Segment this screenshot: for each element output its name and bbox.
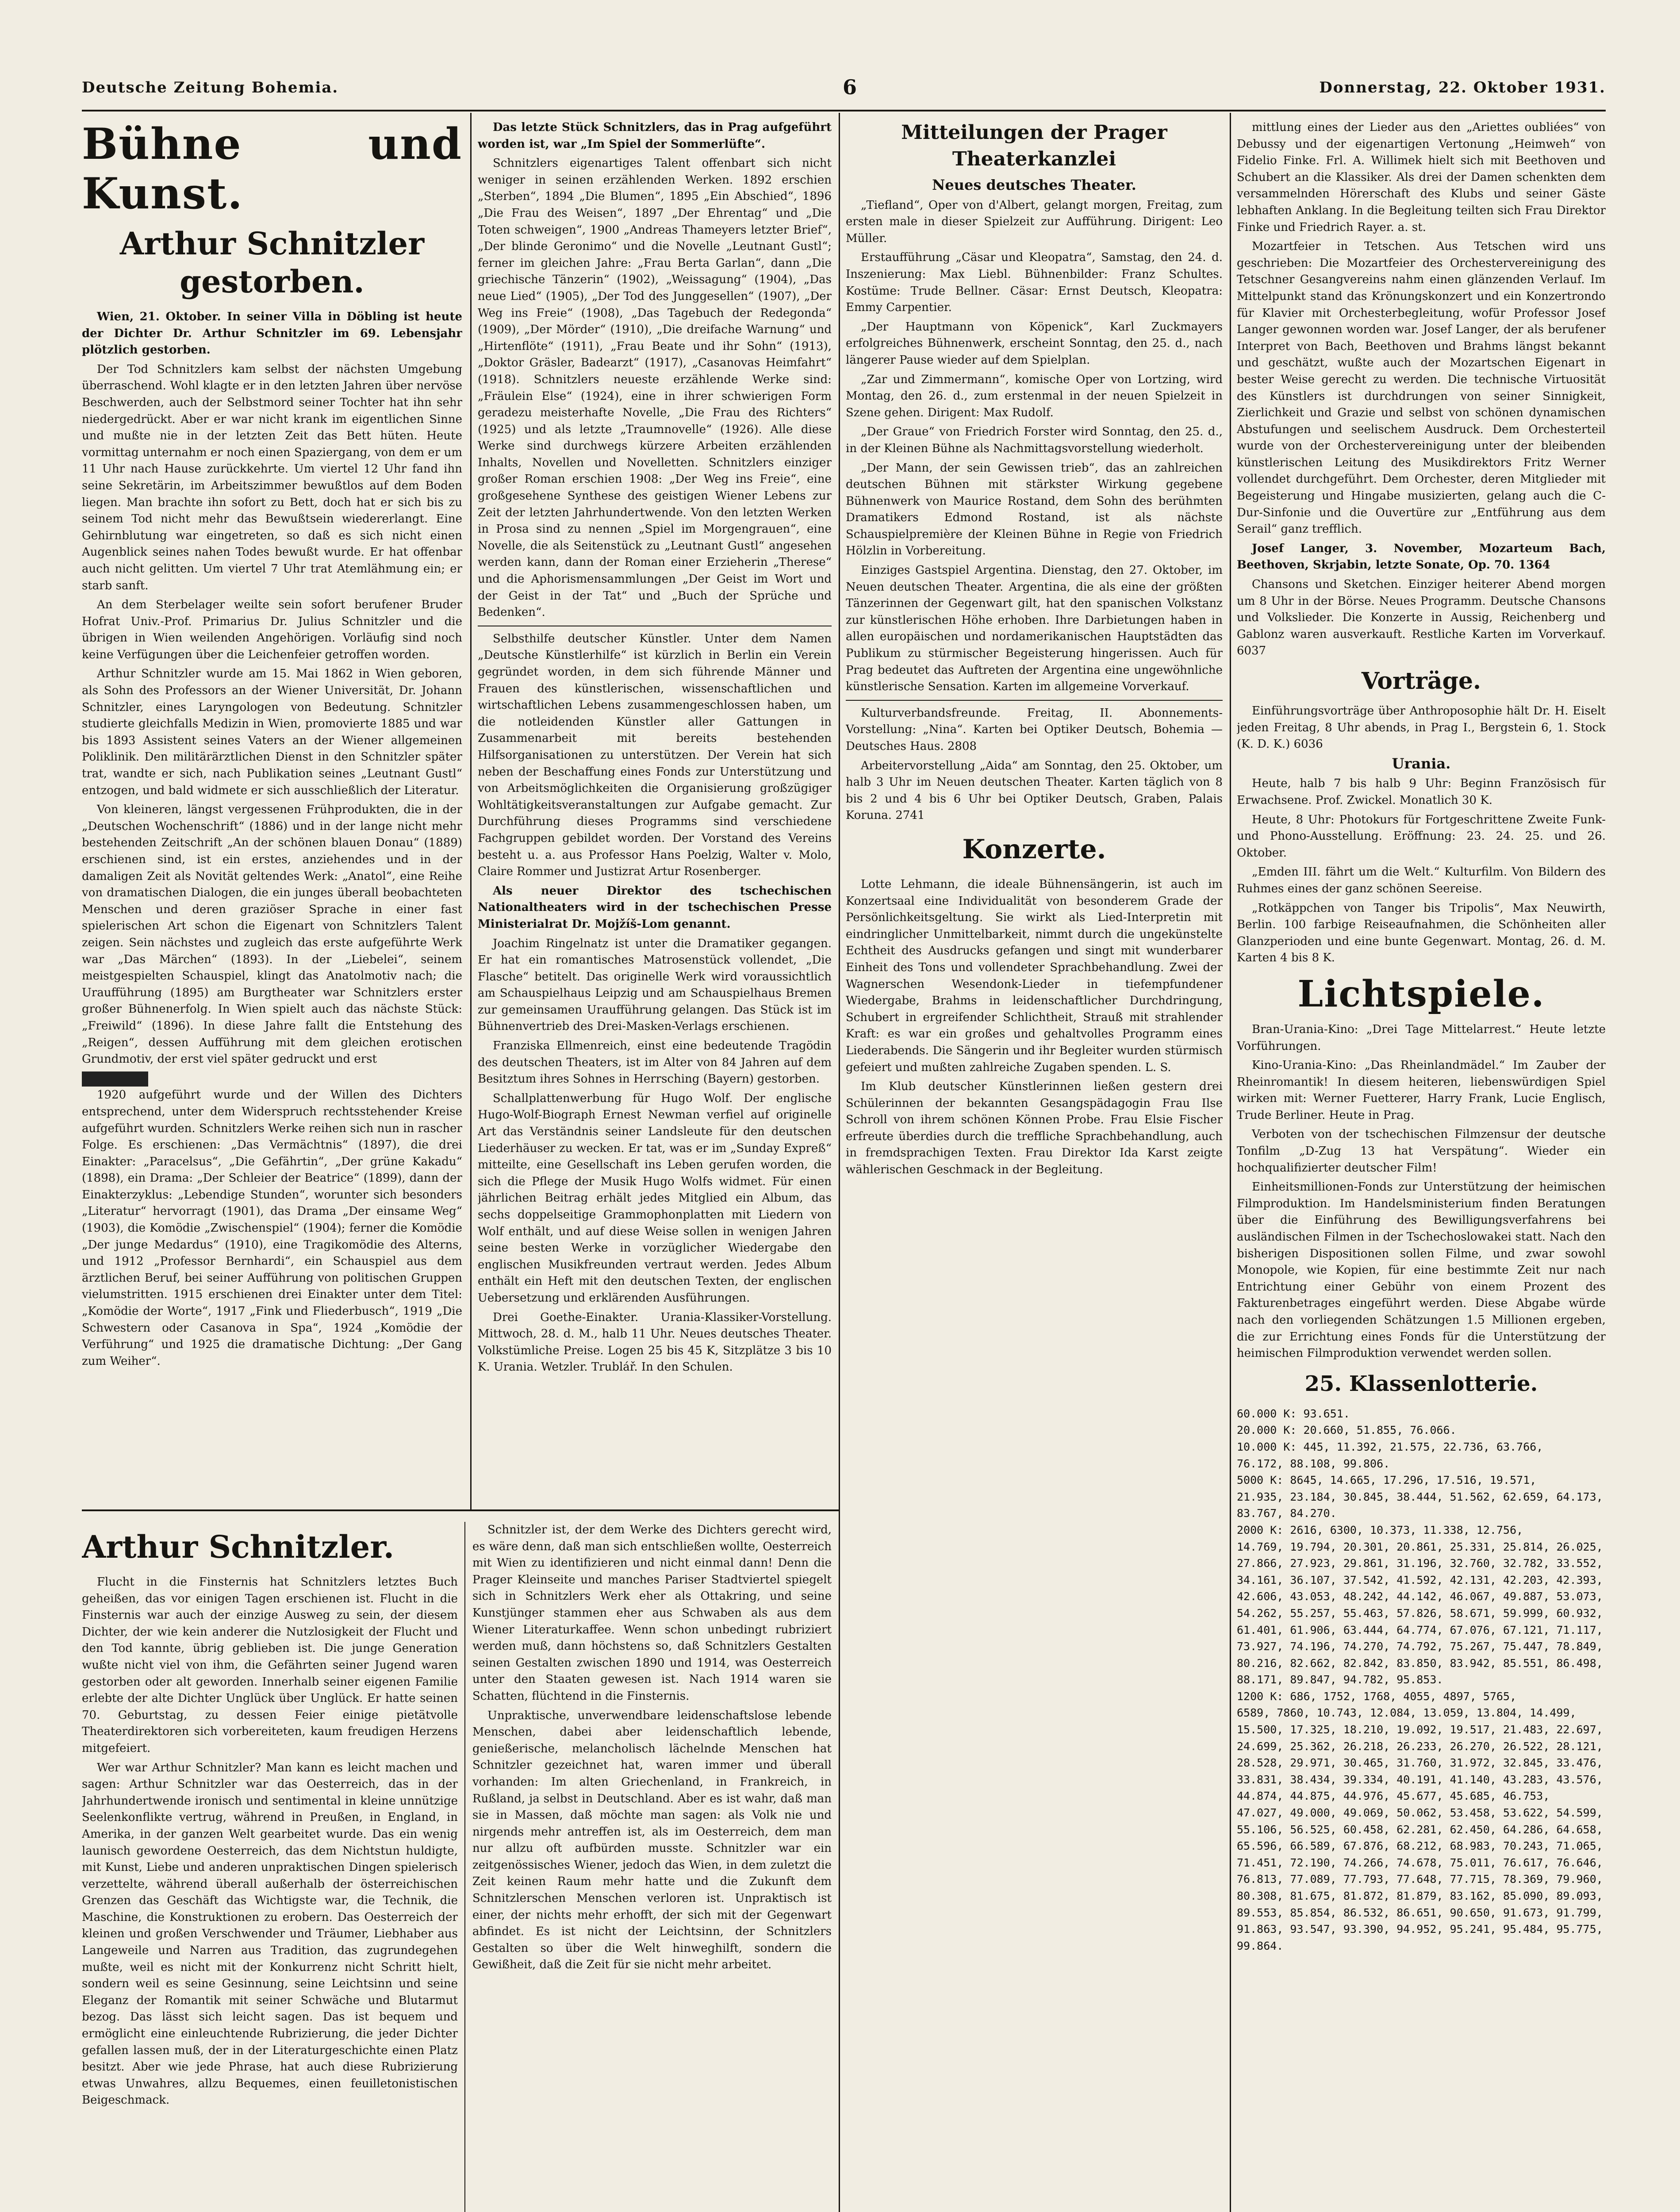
paragraph: Arthur Schnitzler wurde am 15. Mai 1862 in Wien geboren, als Sohn des Professors an der Wiener Universität, Dr. Johann Schnitzler, eines Laryngologen von Bedeutung. Schnitzler studierte gleichfalls Medizin in Wien, promovierte 1885 und war bis 1893 Assistent seines Vaters an der Wiener allgemeinen Poliklinik. Den militärärztlichen Dienst in den Schnitzler später trat, wandte er sich, nach Publikation seines „Leutnant Gustl“ entzogen, und bald widmete er sich ausschließlich der Literatur. (82, 667, 462, 797)
news-item: Als neuer Direktor des tschechischen Nationaltheaters wird in der tschechischen Presse Ministerialrat Dr. Mojžíš-Lom genannt. (478, 884, 832, 931)
news-item: Drei Goethe-Einakter. Urania-Klassiker-Vorstellung. Mittwoch, 28. d. M., halb 11 Uhr. Neues deutsches Theater. Volkstümliche Preise. Logen 25 bis 45 K, Sitzplätze 3 bis 10 K. Urania. Wetzler. Trublář. In den Schulen. (478, 1310, 832, 1374)
column-rule (1230, 113, 1231, 2212)
blotted-line-stamp (82, 1071, 148, 1087)
lottery-line: 27.866, 27.923, 29.861, 31.196, 32.760, 32.782, 33.552, (1237, 1557, 1603, 1570)
theater-subheading: Neues deutsches Theater. (932, 177, 1136, 193)
paragraph: Einführungsvorträge über Anthroposophie hält Dr. H. Eiselt jeden Freitag, 8 Uhr abends, in Prag I., Bergstein 6, 1. Stock (K. D. K.) 6036 (1237, 704, 1606, 751)
paragraph: Einheitsmillionen-Fonds zur Unterstützung der heimischen Filmproduktion. Im Handelsministerium finden Beratungen über die Einführung des Bewilligungsverfahrens bei ausländischen Filmen in der Tschechoslowakei statt. Nach den bisherigen Dispositionen sollen Filme, und zwar sowohl Monopole, wie Kopien, für eine bestimmte Zeit nur nach Entrichtung einer Gebühr von einem Prozent des Fakturenbetrages eingeführt werden. Diese Abgabe würde nach den vorliegenden Schätzungen 1.5 Millionen ergeben, die zur Errichtung eines Fonds für die Unterstützung der heimischen Filmproduktion verwendet werden sollen. (1237, 1180, 1606, 1360)
lottery-results (1237, 1406, 1606, 1955)
paragraph: An dem Sterbelager weilte sein sofort berufener Bruder Hofrat Univ.-Prof. Primarius Dr. Julius Schnitzler und die übrigen in Wien weilenden Angehörigen. Vorläufig sind noch keine Verfügungen über die Leichenfeier getroffen worden. (82, 598, 462, 661)
lower-article-left (82, 1522, 458, 2212)
lectures-heading: Vorträge. (1361, 668, 1481, 695)
paragraph: Unpraktische, unverwendbare leidenschaftslose lebende Menschen, dabei aber leidenschaftlich lebende, genießerische, melancholisch lächelnde Menschen hat Schnitzler gezeichnet hat, waren immer und überall vorhanden: Im alten Griechenland, in Frankreich, in Rußland, ja selbst in Deutschland. Aber es ist wahr, daß man sie in Massen, daß möchte man sagen: als Volk nie und nirgends mehr antreffen ist, als im Oesterreich, dem man nur allzu oft aufbürden musste. Schnitzler war ein zeitgenössisches Wiener, jedoch das Wien, in dem zuletzt die Zeit keinen Raum mehr hatte und die Zukunft dem Schnitzlerschen Menschen verloren ist. Unpraktisch ist einer, der nichts mehr erhofft, der sich mit der Gegenwart abfindet. Es ist nicht der Leichtsinn, der Schnitzlers Gestalten so über die Welt hinweghilft, sondern die Gewißheit, daß die Zeit für sie nicht mehr arbeitet. (472, 1709, 832, 1972)
paragraph: Wer war Arthur Schnitzler? Man kann es leicht machen und sagen: Arthur Schnitzler war das Oesterreich, das in der Jahrhundertwende ironisch und sentimental in kleine unnützige Seelenkonflikte vertrug, während in Preußen, in England, in Amerika, in der ganzen Welt gearbeitet wurde. Das ein wenig launisch gewordene Oesterreich, das dem Nichtstun huldigte, mit Kunst, Liebe und anderen unpraktischen Dingen spielerisch verzettelte, während überall außerhalb der österreichischen Grenzen das Geschäft das Wichtigste war, die Technik, die Maschine, die Konstruktionen zu erobern. Das Oesterreich der kleinen und großen Verschwender und Träumer, Liebhaber aus Langeweile und Narren aus Tradition, das zugrundegehen mußte, weil es nicht mit der Konkurrenz nicht Schritt hielt, sondern weil es seine Gesinnung, seine Leichtsinn und seine Eleganz der Romantik mit seiner Schwäche und Blutarmut bezog. Das lässt sich leicht sagen. Das ist bequem und ermöglicht eine einleuchtende Rubrizierung, die jeder Dichter gefallen lassen muß, der in der Literaturgeschichte einen Platz besitzt. Aber wie jede Phrase, hat auch diese Rubrizierung etwas Unwahres, allzu Bequemes, einen feuilletonistischen Beigeschmack. (82, 1761, 458, 2107)
section-title: Bühne und Kunst. (82, 119, 462, 219)
lottery-line: 14.769, 19.794, 20.301, 20.861, 25.331, 25.814, 26.025, (1237, 1540, 1603, 1553)
lottery-line: 65.596, 66.589, 67.876, 68.212, 68.983, 70.243, 71.065, (1237, 1839, 1603, 1853)
lower-article-middle (472, 1522, 832, 2212)
paragraph: mittlung eines der Lieder aus den „Ariettes oubliées“ von Debussy und der eigenartigen Vertonung „Heimweh“ von Fidelio Finke. Frl. A. Willimek hielt sich mit Beethoven und Schubert an die Klassiker. Als drei der Damen schenkten dem versammelnden Hörerschaft des Klubs und seiner Gäste lebhaften Anklang. In die Begleitung teilten sich Frau Direktor Finke und Friedrich Rayer. a. st. (1237, 121, 1606, 234)
column-rule (470, 113, 472, 1511)
divider (846, 700, 1223, 701)
issue-date: Donnerstag, 22. Oktober 1931. (1319, 79, 1606, 96)
paragraph: Kino-Urania-Kino: „Das Rheinlandmädel.“ Im Zauber der Rheinromantik! In diesem heiteren, liebenswürdigen Spiel wirken mit: Werner Fuetterer, Harry Frank, Lucie Englisch, Trude Berliner. Heute in Prag. (1237, 1059, 1606, 1122)
paragraph: Heute, 8 Uhr: Photokurs für Fortgeschrittene Zweite Funk- und Phono-Ausstellung. Eröffnung: 23. 24. 25. und 26. Oktober. (1237, 813, 1606, 860)
paragraph: Das letzte Stück Schnitzlers, das in Prag aufgeführt worden ist, war „Im Spiel der Sommerlüfte“. (478, 121, 832, 151)
paragraph: Verboten von der tschechischen Filmzensur der deutsche Tonfilm „D-Zug 13 hat Verspätung“. Wieder ein hochqualifizierter deutscher Film! (1237, 1128, 1606, 1175)
lottery-line: 80.216, 82.662, 82.842, 83.850, 83.942, 85.551, 86.498, (1237, 1656, 1603, 1670)
news-item: Franziska Ellmenreich, einst eine bedeutende Tragödin des deutschen Theaters, ist im Alter von 84 Jahren auf dem Besitztum ihres Sohnes in Herrsching (Bayern) gestorben. (478, 1039, 832, 1086)
column-3 (846, 119, 1223, 2212)
paragraph: Der Tod Schnitzlers kam selbst der nächsten Umgebung überraschend. Wohl klagte er in den letzten Jahren über nervöse Beschwerden, auch der Selbstmord seiner Tochter hat ihn sehr niedergedrückt. Aber er war nicht krank im eigentlichen Sinne und mußte nie in der letzten Zeit das Bett hüten. Heute vormittag unternahm er noch einen Spaziergang, von dem er um 11 Uhr nach Hause zurückkehrte. Um viertel 12 Uhr fand ihn seine Sekretärin, im Arbeitszimmer bewußtlos auf dem Boden liegen. Man brachte ihn sofort zu Bett, doch hat er sich bis zu seinem Tod nicht mehr das Bewußtsein wiedererlangt. Eine Gehirnblutung war eingetreten, so daß es sich nicht einen Augenblick seines nahen Todes bewußt wurde. Er hat offenbar auch nicht gelitten. Um viertel 7 Uhr trat Atemlähmung ein; er starb sanft. (82, 362, 462, 592)
paragraph: Mozartfeier in Tetschen. Aus Tetschen wird uns geschrieben: Die Mozartfeier des Orchestervereinigung des Tetschner Gesangvereins nahm einen glänzenden Verlauf. Im Mittelpunkt stand das Krönungskonzert und ein Konzertrondo für Klavier mit Orchesterbegleitung, wofür Professor Josef Langer gewonnen worden war. Josef Langer, der als berufener Interpret von Bach, Beethoven und Brahms längst bekannt und geschätzt, wußte auch der Mozartschen Eigenart in bester Weise gerecht zu werden. Die technische Virtuosität des Künstlers ist durchdrungen von seiner Sinnigkeit, Zierlichkeit und Grazie und selbst von schönen dynamischen Abstufungen und seelischem Ausdruck. Dem Orchesterteil wurde von der Orchestervereinigung unter der bleibenden künstlerischen Leitung des Musikdirektors Fritz Werner vollendet durchgeführt. Dem Orchester, deren Mitglieder mit Begeisterung und Hingabe musizierten, gelang auch die C-Dur-Sinfonie und die Ouvertüre zur „Entführung aus dem Serail“ ganz trefflich. (1237, 240, 1606, 536)
lottery-line: 21.935, 23.184, 30.845, 38.444, 51.562, 62.659, 64.173, (1237, 1490, 1603, 1503)
paragraph: „Tiefland“, Oper von d'Albert, gelangt morgen, Freitag, zum ersten male in dieser Spielzeit zur Aufführung. Dirigent: Leo Müller. (846, 198, 1223, 245)
paragraph: Von kleineren, längst vergessenen Frühprodukten, die in der „Deutschen Wochenschrift“ (1886) und in der lange nicht mehr bestehenden Zeitschrift „An der schönen blauen Donau“ (1889) erschienen sind, ist ein erstes, anziehendes und in der damaligen Zeit als Novität geltendes Werk: „Anatol“, eine Reihe von dramatischen Dialogen, die ein junges überall beobachteten Menschen und deren graziöser Sprache in einer fast spielerischen Art schon die Eigenart von Schnitzlers Talent zeigen. Sein nächstes und zugleich das erste aufgeführte Werk war „Das Märchen“ (1893). In der „Liebelei“, seinem meistgespielten Schauspiel, klingt das Anatolmotiv nach; die Uraufführung (1895) am Burgtheater war Schnitzlers erster großer Bühnenerfolg. In Wien spielt auch das nächste Stück: „Freiwild“ (1896). In diese Jahre fallt die Entstehung des „Reigen“, dessen Aufführung mit dem gleichen erotischen Grundmotiv, der erst viel später gedruckt und erst (82, 803, 462, 1066)
paragraph: Schnitzler ist, der dem Werke des Dichters gerecht wird, es wäre denn, daß man sich entschließen wollte, Oesterreich mit Wien zu identifizieren und nicht einmal dann! Denn die Prager Kleinseite und manches Pariser Stadtviertel spiegelt sich in Schnitzlers Werk eher als Ottakring, und seine Kunstjünger stammen eher aus Schwaben als aus dem Wiener Literaturkaffee. Wenn schon unbedingt rubriziert werden muß, dann höchstens so, daß Schnitzlers Gestalten seinen Gestalten zwischen 1890 und 1914, was Oesterreich unter den Staaten gewesen ist. Nach 1914 waren sie Schatten, flüchtend in die Finsternis. (472, 1523, 832, 1703)
lottery-line: 42.606, 43.053, 48.242, 44.142, 46.067, 49.887, 53.073, (1237, 1590, 1603, 1603)
lottery-line: 1200 K: 686, 1752, 1768, 4055, 4897, 5765, (1237, 1690, 1517, 1703)
header-rule (82, 110, 1606, 111)
paragraph: 1920 aufgeführt wurde und der Willen des Dichters entsprechend, unter dem Widerspruch rechtsstehender Kreise aufgeführt wurden. Schnitzlers Werke reihen sich nun in rascher Folge. Es erschienen: „Das Vermächtnis“ (1897), die drei Einakter: „Paracelsus“, „Die Gefährtin“, „Der grüne Kakadu“ (1898), ein Drama: „Der Schleier der Beatrice“ (1899), dann der Einakterzyklus: „Lebendige Stunden“, worunter sich besonders „Literatur“ hervorragt (1901), das Drama „Der einsame Weg“ (1903), die Komödie „Zwischenspiel“ (1904); ferner die Komödie „Der junge Medardus“ (1910), eine Tragikomödie des Alterns, und 1912 „Professor Bernhardi“, ein Schauspiel aus dem ärztlichen Beruf, bei seiner Aufführung von politischen Gruppen vielumstritten. 1915 erschienen drei Einakter unter dem Titel: „Komödie der Worte“, 1917 „Fink und Fliederbusch“, 1919 „Die Schwestern oder Casanova in Spa“, 1924 „Komödie der Verführung“ und 1925 die dramatische Dichtung: „Der Gang zum Weiher“. (82, 1088, 462, 1368)
news-item: Selbsthilfe deutscher Künstler. Unter dem Namen „Deutsche Künstlerhilfe“ ist kürzlich in Berlin ein Verein gegründet worden, in dem sich führende Männer und Frauen des künstlerischen, wissenschaftlichen und wirtschaftlichen Lebens zusammengeschlossen haben, um die notleidenden Künstler aller Gattungen in Zusammenarbeit mit bereits bestehenden Hilfsorganisationen zu unterstützen. Der Verein hat sich neben der Beschaffung eines Fonds zur Unterstützung und von Arbeitsmöglichkeiten die Organisierung großzügiger Wohltätigkeitsveranstaltungen zur Aufgabe gemacht. Zur Durchführung dieses Programms sind verschiedene Fachgruppen gebildet worden. Der Vorstand des Vereins besteht u. a. aus Professor Hans Poelzig, Walter v. Molo, Claire Rommer und Justizrat Artur Rosenberger. (478, 632, 832, 879)
page-header (82, 75, 1606, 106)
news-item: Joachim Ringelnatz ist unter die Dramatiker gegangen. Er hat ein romantisches Matrosenstück vollendet, „Die Flasche“ betitelt. Das originelle Werk wird voraussichtlich am Schauspielhaus Leipzig und am Schauspielhaus Bremen zur gemeinsamen Uraufführung gelangen. Das Stück ist im Bühnenvertrieb des Drei-Masken-Verlags erschienen. (478, 937, 832, 1033)
lottery-heading: 25. Klassenlotterie. (1304, 1371, 1538, 1396)
lottery-line: 91.863, 93.547, 93.390, 94.952, 95.241, 95.484, 95.775, (1237, 1923, 1603, 1936)
lead-paragraph: Wien, 21. Oktober. In seiner Villa in Döbling ist heute der Dichter Dr. Arthur Schnitzler im 69. Lebensjahr plötzlich gestorben. (82, 310, 462, 357)
masthead-title: Deutsche Zeitung Bohemia. (82, 79, 339, 96)
lottery-line: 24.699, 25.362, 26.218, 26.233, 26.270, 26.522, 28.121, (1237, 1740, 1603, 1753)
lottery-line: 33.831, 38.434, 39.334, 40.191, 41.140, 43.283, 43.576, (1237, 1773, 1603, 1786)
paragraph: Schnitzlers eigenartiges Talent offenbart sich nicht weniger in seinen erzählenden Werken. 1892 erschien „Sterben“, 1894 „Die Blumen“, 1895 „Ein Abschied“, 1896 „Die Frau des Weisen“, 1897 „Der Ehrentag“ und „Die Toten schweigen“, 1900 „Andreas Thameyers letzter Brief“, „Der blinde Geronimo“ und die Novelle „Leutnant Gustl“; ferner im gleichen Jahre: „Frau Berta Garlan“, dann „Die griechische Tänzerin“ (1902), „Weissagung“ (1904), „Das neue Lied“ (1905), „Der Tod des Junggesellen“ (1907), „Der Weg ins Freie“ (1908), „Das Tagebuch der Redegonda“ (1909), „Der Mörder“ (1910), „Die dreifache Warnung“ und „Hirtenflöte“ (1911), „Frau Beate und ihr Sohn“ (1913), „Doktor Gräsler, Badearzt“ (1917), „Casanovas Heimfahrt“ (1918). Schnitzlers neueste erzählende Werke sind: „Fräulein Else“ (1924), eine in ihrer schwierigen Form geradezu meisterhafte Novelle, „Die Frau des Richters“ (1925) und als letzte „Traumnovelle“ (1926). Alle diese Werke sind durchwegs kürzere Arbeiten erzählenden Inhalts, Novellen und Novelletten. Schnitzlers einziger großer Roman erschien 1908: „Der Weg ins Freie“, eine großgesehene Synthese des geistigen Wiener Lebens zur Zeit der letzten Jahrhundertwende. Von den letzten Werken in Prosa sind zu nennen „Spiel im Morgengrauen“, eine Novelle, die als Seitenstück zu „Leutnant Gustl“ angesehen werden kann, dann der Roman einer Erzieherin „Therese“ und die Aphorismensammlungen „Der Geist im Wort und der Geist in der Tat“ und „Buch der Sprüche und Bedenken“. (478, 157, 832, 619)
column-rule (839, 113, 840, 2212)
paragraph: Lotte Lehmann, die ideale Bühnensängerin, ist auch im Konzertsaal eine Individualität von besonderem Grade der Persönlichkeitsgeltung. Sie wirkt als Lied-Interpretin mit eindringlicher Unmittelbarkeit, nimmt durch die ungekünstelte Echtheit des Ausdrucks gefangen und singt mit wunderbarer Einheit des Tons und vollendeter Sprachbehandlung. Zwei der Wagnerschen Wesendonk-Lieder in tiefempfundener Wiedergabe, Brahms in leidenschaftlicher Durchdringung, Schubert in ergreifender Schlichtheit, Strauß mit strahlender Kraft: es war ein großes und gehaltvolles Programm eines Liederabends. Die Sängerin und ihr Begleiter wurden stürmisch gefeiert und mußten zahlreiche Zugaben spenden. L. S. (846, 877, 1223, 1074)
paragraph: „Emden III. fährt um die Welt.“ Kulturfilm. Von Bildern des Ruhmes eines der ganz schönen Seereise. (1237, 865, 1606, 895)
lottery-line: 47.027, 49.000, 49.069, 50.062, 53.458, 53.622, 54.599, (1237, 1806, 1603, 1820)
paragraph: Josef Langer, 3. November, Mozarteum Bach, Beethoven, Skrjabin, letzte Sonate, Op. 70. 1364 (1237, 541, 1606, 572)
lottery-line: 61.401, 61.906, 63.444, 64.774, 67.076, 67.121, 71.117, (1237, 1623, 1603, 1636)
article-headline: Arthur Schnitzler. (82, 1528, 395, 1565)
column-rule (464, 1522, 465, 2212)
lottery-line: 76.172, 88.108, 99.806. (1237, 1457, 1390, 1470)
paragraph: „Zar und Zimmermann“, komische Oper von Lortzing, wird Montag, den 26. d., zum erstenmal in der neuen Spielzeit in Szene gehen. Dirigent: Max Rudolf. (846, 373, 1223, 419)
lottery-line: 54.262, 55.257, 55.463, 57.826, 58.671, 59.999, 60.932, (1237, 1606, 1603, 1620)
lottery-line: 55.106, 56.525, 60.458, 62.281, 62.450, 64.286, 64.658, (1237, 1823, 1603, 1836)
lottery-line: 34.161, 36.107, 37.542, 41.592, 42.131, 42.203, 42.393, (1237, 1573, 1603, 1586)
paragraph: Erstaufführung „Cäsar und Kleopatra“, Samstag, den 24. d. Inszenierung: Max Liebl. Bühnenbilder: Franz Schultes. Kostüme: Trude Bellner. Cäsar: Ernst Deutsch, Kleopatra: Emmy Carpentier. (846, 251, 1223, 315)
paragraph: „Der Hauptmann von Köpenick“, Karl Zuckmayers erfolgreiches Bühnenwerk, erscheint Sonntag, den 25. d., nach längerer Pause wieder auf dem Spielplan. (846, 320, 1223, 367)
lottery-line: 6589, 7860, 10.743, 12.084, 13.059, 13.804, 14.499, (1237, 1706, 1576, 1720)
page-number: 6 (843, 75, 857, 99)
column-2 (478, 119, 832, 1504)
lottery-line: 83.767, 84.270. (1237, 1507, 1337, 1520)
lottery-line: 89.553, 85.854, 86.532, 86.651, 90.650, 91.673, 91.799, (1237, 1906, 1603, 1919)
paragraph: Flucht in die Finsternis hat Schnitzlers letztes Buch geheißen, das vor einigen Tagen erschienen ist. Flucht in die Finsternis war auch der einzige Ausweg zu sein, der diesem Dichter, der wie kein anderer die Nutzlosigkeit der Flucht und den Tod kannte, übrig geblieben ist. Die junge Generation wußte nicht viel von ihm, die Gefährten seiner Jugend waren gestorben oder alt geworden. Innerhalb seiner eigenen Familie erlebte der alte Dichter Unglück über Unglück. Er hatte seinen 70. Geburtstag, zu dessen Feier einige pietätvolle Theaterdirektoren sich vorbereiteten, kaum freudigen Herzens mitgefeiert. (82, 1575, 458, 1755)
column-1 (82, 119, 462, 1504)
paragraph: „Der Graue“ von Friedrich Forster wird Sonntag, den 25. d., in der Kleinen Bühne als Nachmittagsvorstellung wiederholt. (846, 425, 1223, 455)
column-4 (1237, 119, 1606, 2212)
section-rule (82, 1509, 839, 1511)
article-headline: Arthur Schnitzler gestorben. (119, 225, 425, 300)
paragraph: Chansons und Sketchen. Einziger heiterer Abend morgen um 8 Uhr in der Börse. Neues Programm. Deutsche Chansons und Volkslieder. Die Konzerte in Aussig, Reichenberg und Gablonz waren ausverkauft. Restliche Karten im Vorverkauf. 6037 (1237, 578, 1606, 658)
paragraph: Im Klub deutscher Künstlerinnen ließen gestern drei Schülerinnen der bekannten Gesangspädagogin Frau Ilse Schroll von ihrem schönen Können Probe. Frau Elsie Fischer erfreute überdies durch die treffliche Sprachbehandlung, auch in fremdsprachigen Texten. Frau Direktor Ida Karst zeigte wählerischen Geschmack in der Begleitung. (846, 1080, 1223, 1177)
news-item: Schallplattenwerbung für Hugo Wolf. Der englische Hugo-Wolf-Biograph Ernest Newman verfiel auf originelle Art das Verständnis seiner Landsleute für den deutschen Liederhäuser zu wecken. Er tat, was er im „Sunday Expreß“ mitteilte, eine Gesellschaft ins Leben gerufen worden, die sich die Pflege der Musik Hugo Wolfs widmet. Für einen jährlichen Beitrag erhält jedes Mitglied ein Album, das sechs doppelseitige Grammophonplatten mit Liedern von Wolf enthält, und auf diese Weise sollen in wenigen Jahren seine besten Werke in vorzüglicher Wiedergabe den englischen Musikfreunden vertraut werden. Jedes Album enthält ein Heft mit den deutschen Texten, der englischen Uebersetzung und erklärenden Ausführungen. (478, 1091, 832, 1305)
concerts-heading: Konzerte. (962, 833, 1106, 865)
lottery-line: 10.000 K: 445, 11.392, 21.575, 22.736, 63.766, (1237, 1440, 1543, 1453)
paragraph: „Der Mann, der sein Gewissen trieb“, das an zahlreichen deutschen Bühnen mit stärkster Wirkung gegebene Bühnenwerk von Maurice Rostand, dem Sohn des berühmten Dramatikers Edmond Rostand, ist als nächste Schauspielpremière der Kleinen Bühne in Regie von Friedrich Hölzlin in Vorbereitung. (846, 461, 1223, 558)
paragraph: „Rotkäppchen von Tanger bis Tripolis“, Max Neuwirth, Berlin. 100 farbige Reiseaufnahmen, die Schönheiten aller Glanzperioden und eine bunte Gegenwart. Montag, 26. d. M. Karten 4 bis 8 K. (1237, 901, 1606, 965)
lottery-line: 99.864. (1237, 1939, 1284, 1952)
lottery-line: 80.308, 81.675, 81.872, 81.879, 83.162, 85.090, 89.093, (1237, 1889, 1603, 1902)
announcement: Arbeitervorstellung „Aida“ am Sonntag, den 25. Oktober, um halb 3 Uhr im Neuen deutschen Theater. Karten täglich von 8 bis 2 und 4 bis 6 Uhr bei Optiker Deutsch, Graben, Palais Koruna. 2741 (846, 759, 1223, 822)
cinema-heading: Lichtspiele. (1297, 972, 1545, 1015)
paragraph: Einziges Gastspiel Argentina. Dienstag, den 27. Oktober, im Neuen deutschen Theater. Argentina, die als eine der größten Tänzerinnen der Gegenwart gilt, hat den spanischen Volkstanz zur künstlerischen Höhe erhoben. Ihre Darbietungen haben in allen europäischen und nordamerikanischen Hauptstädten das Publikum zu stürmischer Begeisterung hingerissen. Auch für Prag bedeutet das Auftreten der Argentina eine ungewöhnliche künstlerische Sensation. Karten im allgemeine Vorverkauf. (846, 564, 1223, 694)
theater-heading: Mitteilungen der Prager Theaterkanzlei (901, 121, 1167, 170)
lottery-line: 28.528, 29.971, 30.465, 31.760, 31.972, 32.845, 33.476, (1237, 1756, 1603, 1770)
lottery-line: 88.171, 89.847, 94.782, 95.853. (1237, 1673, 1443, 1686)
lottery-line: 2000 K: 2616, 6300, 10.373, 11.338, 12.756, (1237, 1523, 1523, 1536)
lottery-line: 73.927, 74.196, 74.270, 74.792, 75.267, 75.447, 78.849, (1237, 1640, 1603, 1653)
urania-heading: Urania. (1392, 755, 1451, 772)
paragraph: Heute, halb 7 bis halb 9 Uhr: Beginn Französisch für Erwachsene. Prof. Zwickel. Monatlich 30 K. (1237, 777, 1606, 807)
lottery-line: 76.813, 77.089, 77.793, 77.648, 77.715, 78.369, 79.960, (1237, 1873, 1603, 1886)
paragraph: Bran-Urania-Kino: „Drei Tage Mittelarrest.“ Heute letzte Vorführungen. (1237, 1022, 1606, 1053)
lottery-line: 20.000 K: 20.660, 51.855, 76.066. (1237, 1424, 1457, 1437)
lottery-line: 5000 K: 8645, 14.665, 17.296, 17.516, 19.571, (1237, 1474, 1537, 1487)
announcement: Kulturverbandsfreunde. Freitag, II. Abonnements-Vorstellung: „Nina“. Karten bei Optiker Deutsch, Bohemia — Deutsches Haus. 2808 (846, 706, 1223, 753)
lottery-line: 60.000 K: 93.651. (1237, 1407, 1350, 1420)
lottery-line: 71.451, 72.190, 74.266, 74.678, 75.011, 76.617, 76.646, (1237, 1856, 1603, 1869)
lottery-line: 44.874, 44.875, 44.976, 45.677, 45.685, 46.753, (1237, 1790, 1550, 1803)
lottery-line: 15.500, 17.325, 18.210, 19.092, 19.517, 21.483, 22.697, (1237, 1723, 1603, 1736)
